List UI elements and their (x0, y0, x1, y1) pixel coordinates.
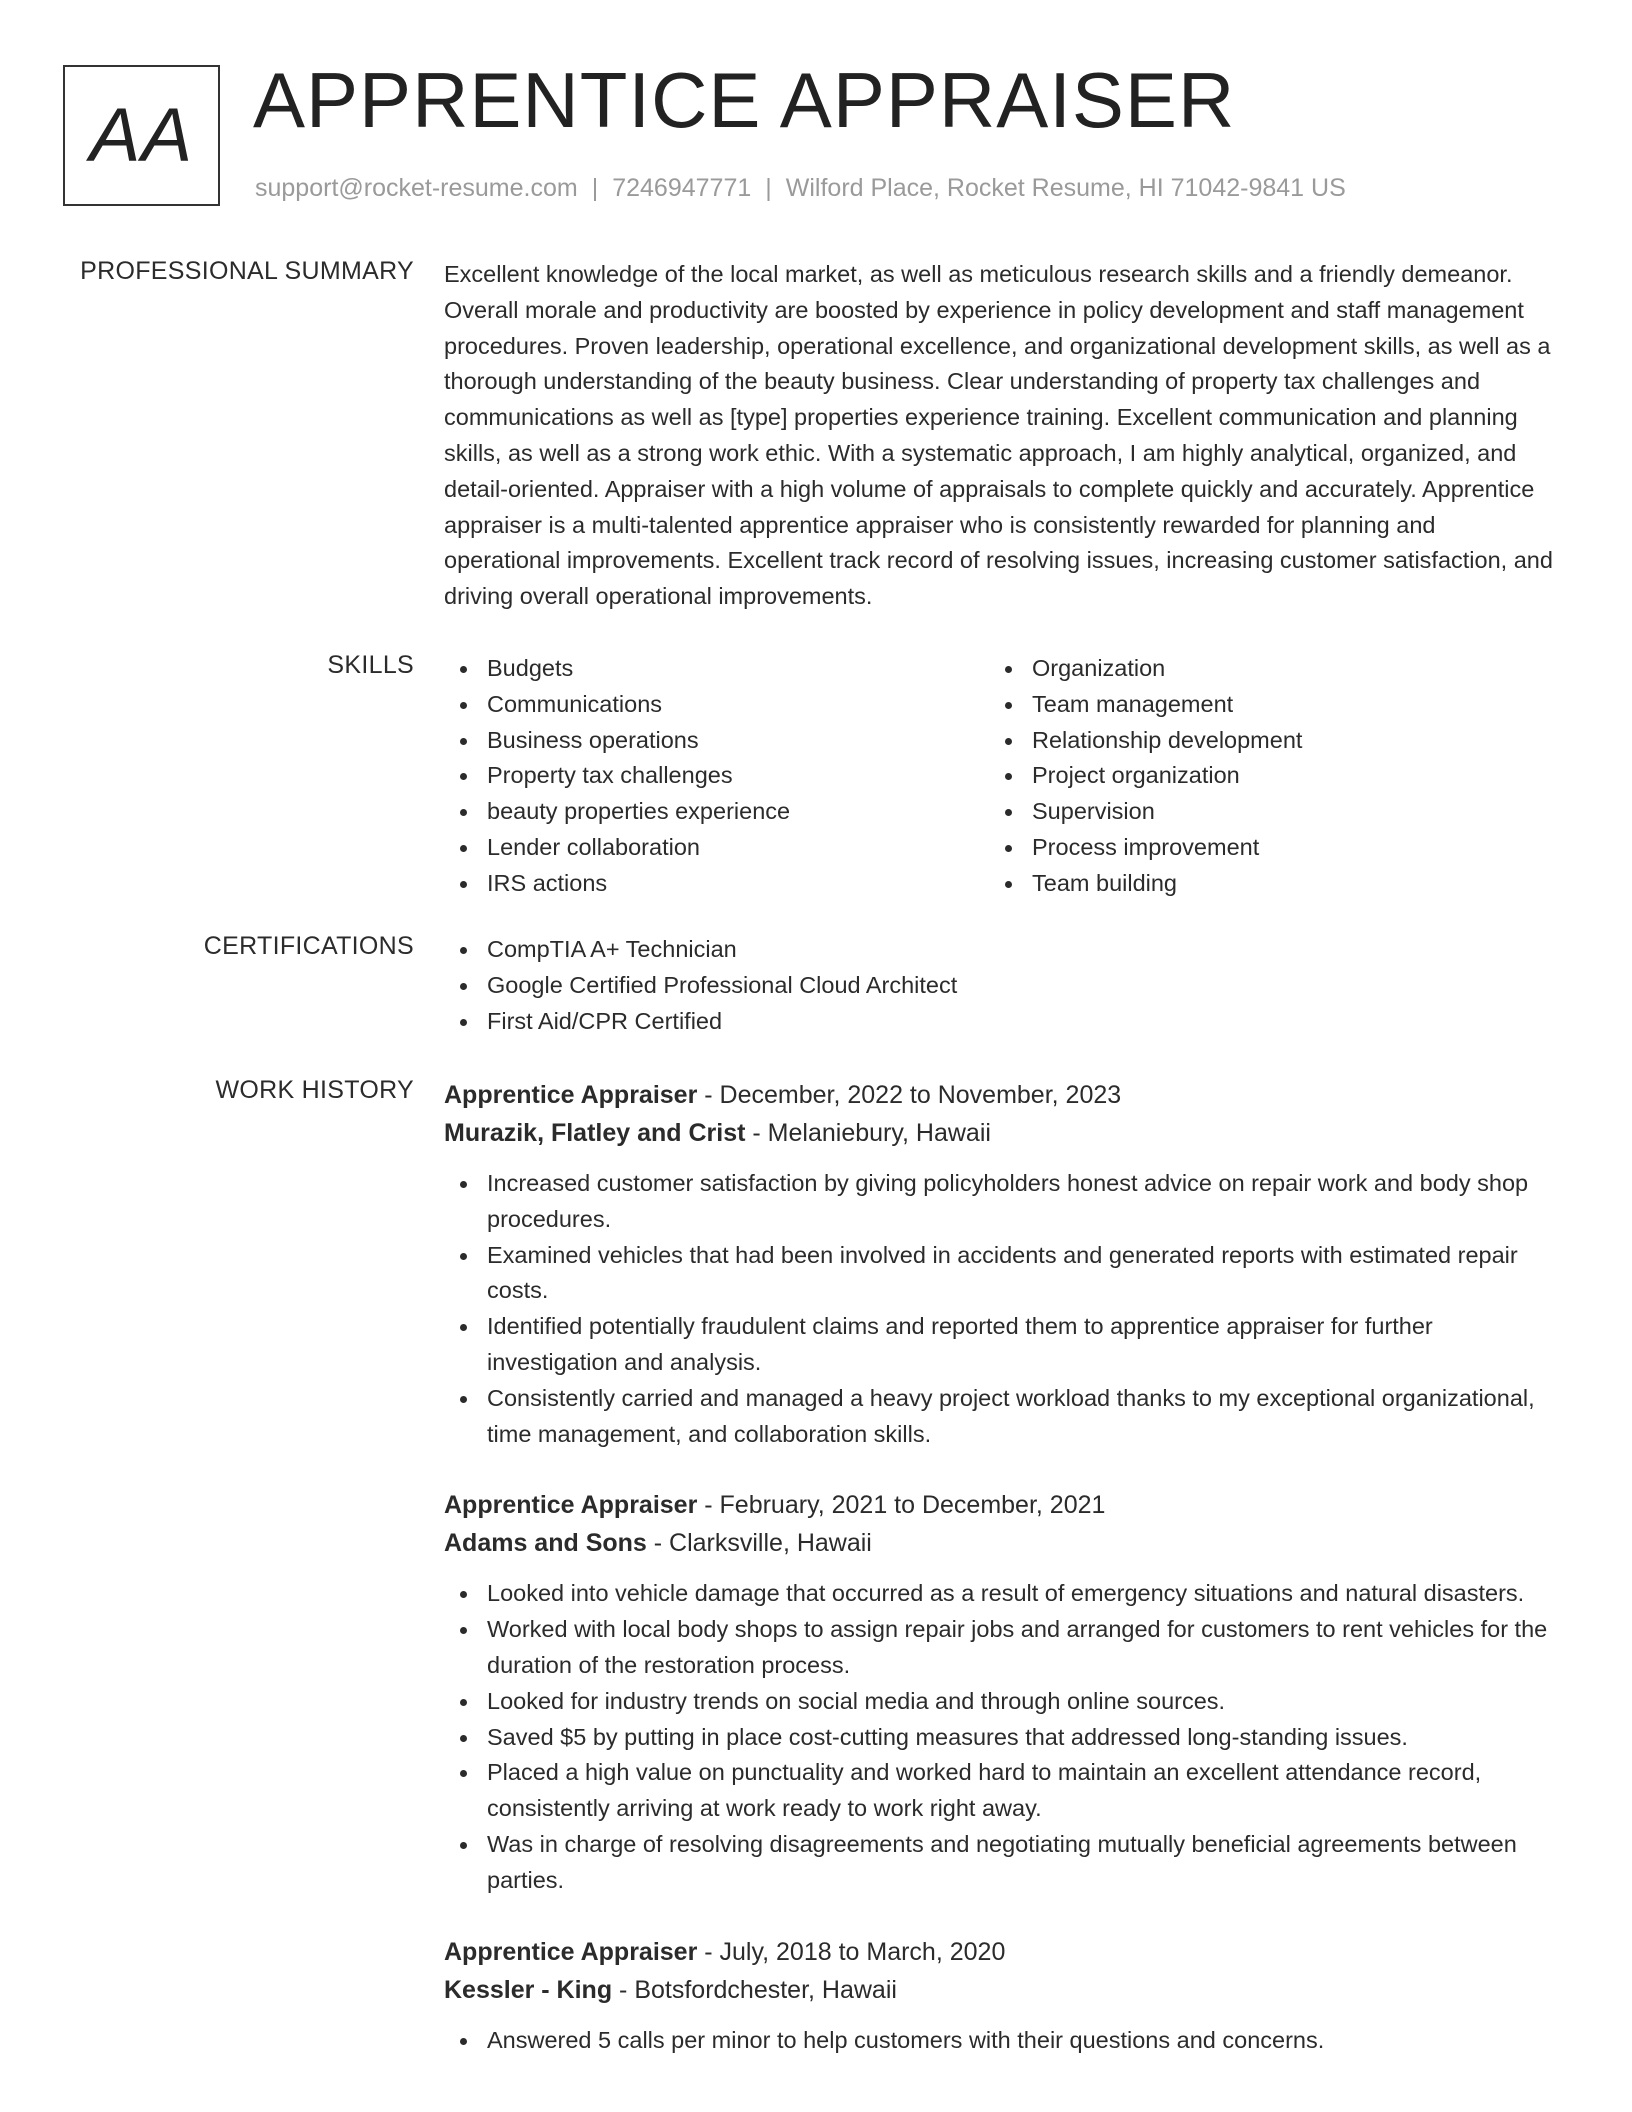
work-history-body (444, 1076, 1554, 2058)
summary-text: Excellent knowledge of the local market, as well as meticulous research skills and a friendly demeanor. Overall morale and productivity are boosted by experience in policy development and staff management procedures. Proven leadership, operational excellence, and organizational development skills, as well as a thorough understanding of the beauty business. Clear understanding of property tax challenges and communications as well as [type] properties experience training. Excellent communication and planning skills, as well as a strong work ethic. With a systematic approach, I am highly analytical, organized, and detail-oriented. Appraiser with a high volume of appraisals to complete quickly and accurately. Apprentice appraiser is a multi-talented apprentice appraiser who is consistently rewarded for planning and operational improvements. Excellent track record of resolving issues, increasing customer satisfaction, and driving overall operational improvements. (444, 261, 1553, 610)
skill-item: Communications (444, 687, 989, 723)
skill-item: Supervision (989, 794, 1534, 830)
phone-text: 7246947771 (612, 174, 752, 202)
skill-item: Organization (989, 651, 1534, 687)
certifications-list (444, 932, 1554, 1039)
job-title: Apprentice Appraiser (444, 1937, 698, 1966)
email-text: support@rocket-resume.com (255, 174, 578, 202)
section-heading: SKILLS (327, 651, 414, 679)
skill-item: Team management (989, 687, 1534, 723)
address-text: Wilford Place, Rocket Resume, HI 71042-9841 US (785, 174, 1346, 202)
job-duty: Looked for industry trends on social media and through online sources. (444, 1684, 1554, 1720)
job-duty: Examined vehicles that had been involved in accidents and generated reports with estimated repair costs. (444, 1238, 1554, 1310)
job-title-line (444, 1933, 1554, 1971)
job-duty: Answered 5 calls per minor to help customers with their questions and concerns. (444, 2023, 1554, 2059)
job-entry (444, 1933, 1554, 2059)
job-company: Kessler - King (444, 1975, 613, 2004)
job-entry (444, 1076, 1554, 1452)
skill-item: Business operations (444, 723, 989, 759)
contact-separator: | (765, 174, 772, 202)
job-company-line (444, 1114, 1554, 1152)
job-duties (444, 2023, 1554, 2059)
job-company-line (444, 1971, 1554, 2009)
job-duty: Looked into vehicle damage that occurred as a result of emergency situations and natural disasters. (444, 1576, 1554, 1612)
job-duties (444, 1576, 1554, 1898)
job-title: Apprentice Appraiser (444, 1081, 698, 1109)
job-dates: - December, 2022 to November, 2023 (697, 1081, 1122, 1109)
job-location: - Clarksville, Hawaii (646, 1529, 872, 1558)
job-duty: Identified potentially fraudulent claims and reported them to apprentice appraiser for further investigation and analysis. (444, 1309, 1554, 1381)
job-duty: Consistently carried and managed a heavy project workload thanks to my exceptional organizational, time management, and collaboration skills. (444, 1381, 1554, 1453)
job-company-line (444, 1524, 1554, 1562)
job-duty: Saved $5 by putting in place cost-cutting measures that addressed long-standing issues. (444, 1720, 1554, 1756)
certification-item: First Aid/CPR Certified (444, 1004, 1554, 1040)
skills-list-left (444, 651, 989, 902)
skill-item: Property tax challenges (444, 758, 989, 794)
job-dates: - February, 2021 to December, 2021 (697, 1491, 1106, 1520)
skill-item: Team building (989, 866, 1534, 902)
skill-item: Lender collaboration (444, 830, 989, 866)
job-company: Adams and Sons (444, 1529, 647, 1558)
skill-item: Project organization (989, 758, 1534, 794)
job-entry (444, 1486, 1554, 1898)
job-dates: - July, 2018 to March, 2020 (697, 1937, 1006, 1966)
certifications-body (444, 932, 1554, 1039)
job-company: Murazik, Flatley and Crist (444, 1119, 746, 1147)
monogram-logo: AA (63, 65, 220, 206)
job-duty: Increased customer satisfaction by giving policyholders honest advice on repair work and body shop procedures. (444, 1166, 1554, 1238)
job-duty: Worked with local body shops to assign repair jobs and arranged for customers to rent vehicles for the duration of the restoration process. (444, 1612, 1554, 1684)
section-heading: PROFESSIONAL SUMMARY (80, 257, 414, 285)
section-heading: WORK HISTORY (215, 1076, 414, 1104)
certification-item: CompTIA A+ Technician (444, 932, 1554, 968)
job-duty: Placed a high value on punctuality and worked hard to maintain an excellent attendance record, consistently arriving at work ready to work right away. (444, 1755, 1554, 1827)
certification-item: Google Certified Professional Cloud Architect (444, 968, 1554, 1004)
summary-body (444, 257, 1554, 615)
job-title-line (444, 1486, 1554, 1524)
contact-separator: | (591, 174, 599, 202)
contact-line (255, 174, 1346, 203)
skill-item: Relationship development (989, 723, 1534, 759)
job-duties (444, 1166, 1554, 1452)
skills-list-right (989, 651, 1534, 902)
job-title-line (444, 1076, 1554, 1114)
job-location: - Botsfordchester, Hawaii (612, 1975, 897, 2004)
skill-item: Process improvement (989, 830, 1534, 866)
section-heading: CERTIFICATIONS (203, 932, 414, 960)
page-title: APPRENTICE APPRAISER (253, 56, 1236, 144)
skill-item: Budgets (444, 651, 989, 687)
skill-item: IRS actions (444, 866, 989, 902)
job-duty: Was in charge of resolving disagreements and negotiating mutually beneficial agreements between parties. (444, 1827, 1554, 1899)
skills-body (444, 651, 1554, 902)
job-title: Apprentice Appraiser (444, 1491, 698, 1520)
job-location: - Melaniebury, Hawaii (745, 1119, 991, 1147)
skill-item: beauty properties experience (444, 794, 989, 830)
